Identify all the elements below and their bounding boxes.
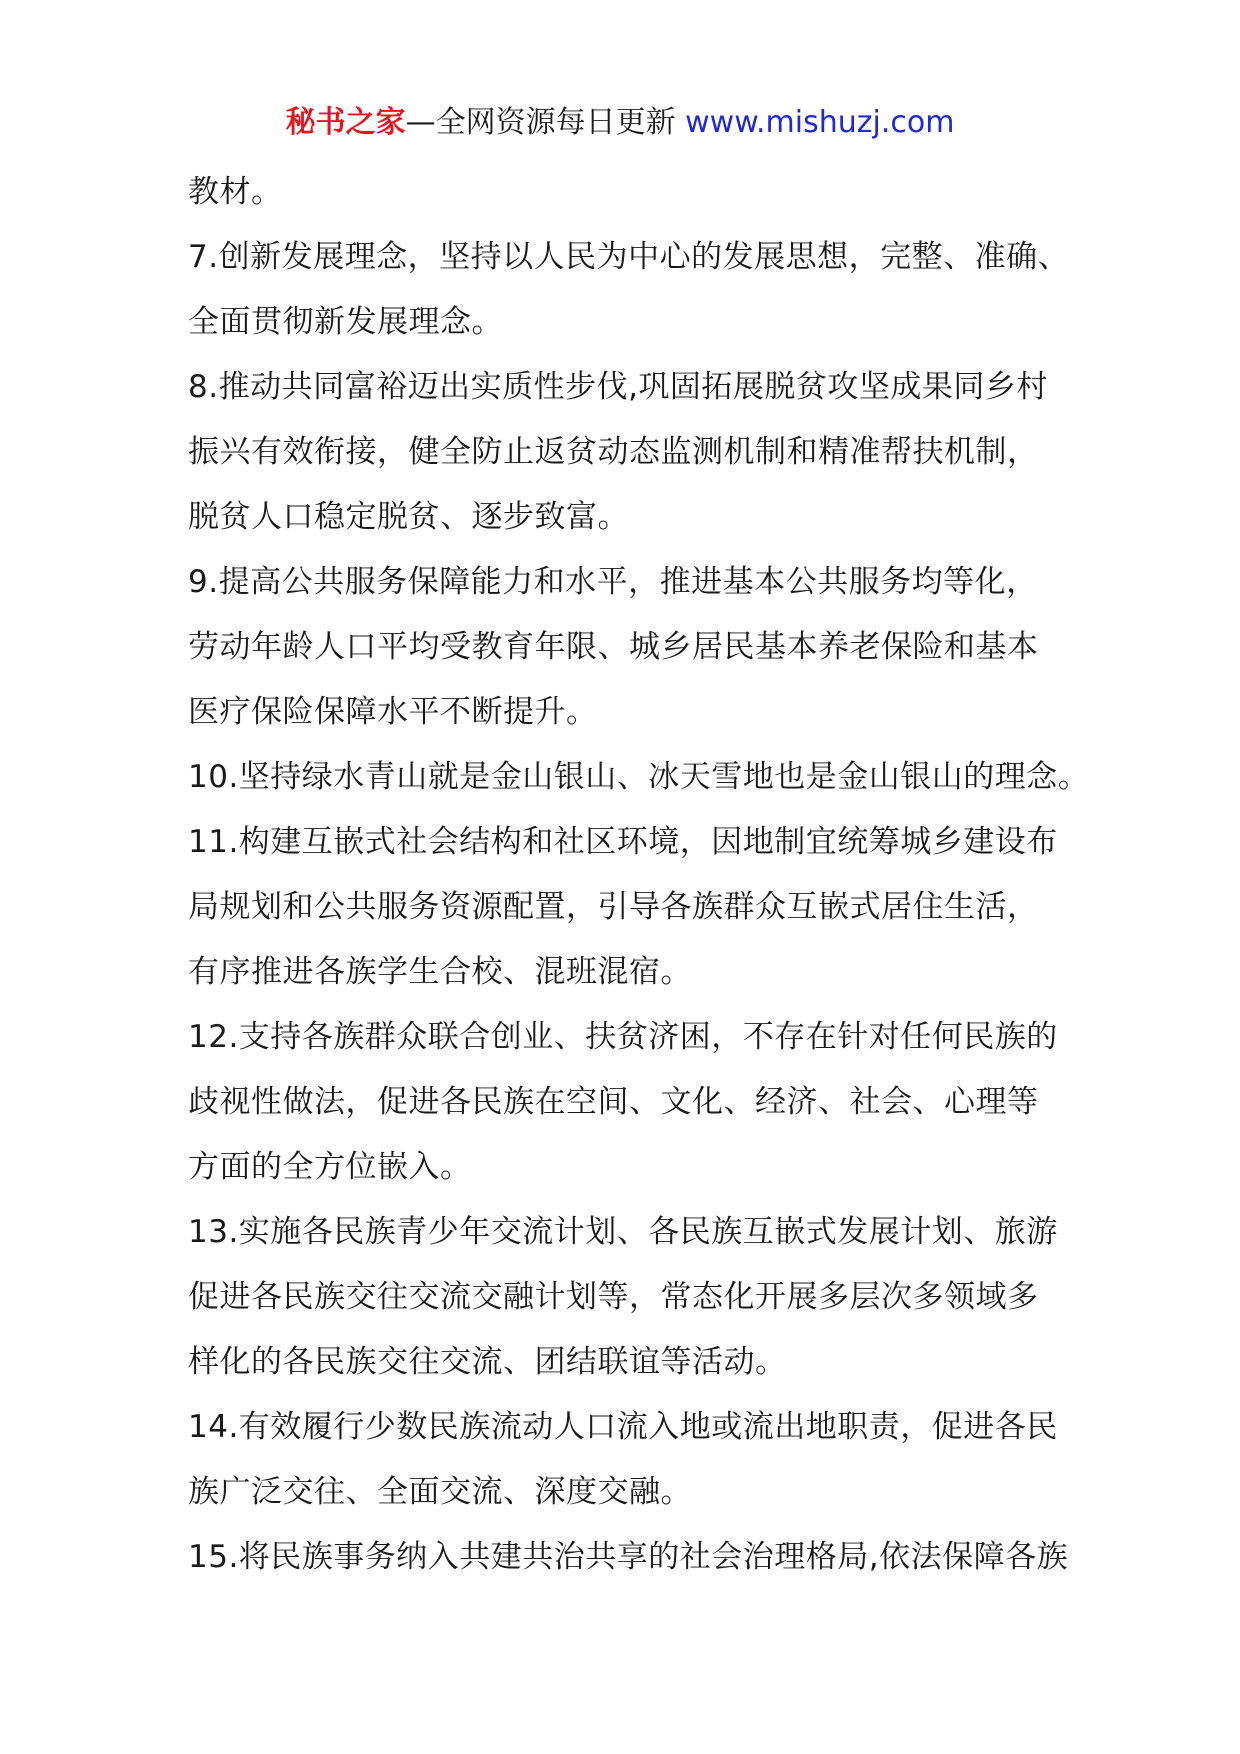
- text-line: 8.推动共同富裕迈出实质性步伐,巩固拓展脱贫攻坚成果同乡村: [188, 369, 1048, 405]
- text-line: 全面贯彻新发展理念。: [188, 304, 503, 340]
- text-line: 样化的各民族交往交流、团结联谊等活动。: [188, 1344, 787, 1380]
- text-line: 15.将民族事务纳入共建共治共享的社会治理格局,依法保障各族: [188, 1539, 1069, 1575]
- text-line: 促进各民族交往交流交融计划等，常态化开展多层次多领域多: [188, 1279, 1039, 1315]
- text-line: 振兴有效衔接，健全防止返贫动态监测机制和精准帮扶机制，: [188, 434, 1039, 470]
- brand-name: 秘书之家: [285, 105, 406, 140]
- document-body: [188, 160, 1088, 1590]
- text-line: 10.坚持绿水青山就是金山银山、冰天雪地也是金山银山的理念。: [188, 759, 1090, 795]
- text-line: 有序推进各族学生合校、混班混宿。: [188, 954, 692, 990]
- text-line: 9.提高公共服务保障能力和水平，推进基本公共服务均等化，: [188, 564, 1038, 600]
- page-header: [0, 100, 1240, 146]
- text-line: 脱贫人口稳定脱贫、逐步致富。: [188, 499, 629, 535]
- text-line: 教材。: [188, 174, 283, 210]
- text-line: 11.构建互嵌式社会结构和社区环境，因地制宜统筹城乡建设布: [188, 824, 1058, 860]
- text-line: 14.有效履行少数民族流动人口流入地或流出地职责，促进各民: [188, 1409, 1058, 1445]
- text-line: 医疗保险保障水平不断提升。: [188, 694, 598, 730]
- text-line: 方面的全方位嵌入。: [188, 1149, 472, 1185]
- text-line: 劳动年龄人口平均受教育年限、城乡居民基本养老保险和基本: [188, 629, 1039, 665]
- text-line: 局规划和公共服务资源配置，引导各族群众互嵌式居住生活，: [188, 889, 1039, 925]
- text-line: 13.实施各民族青少年交流计划、各民族互嵌式发展计划、旅游: [188, 1214, 1058, 1250]
- text-line: 7.创新发展理念，坚持以人民为中心的发展思想，完整、准确、: [188, 239, 1070, 275]
- text-line: 12.支持各族群众联合创业、扶贫济困，不存在针对任何民族的: [188, 1019, 1058, 1055]
- site-url-link[interactable]: www.mishuzj.com: [685, 105, 955, 140]
- header-tagline: —全网资源每日更新: [405, 105, 686, 140]
- text-line: 歧视性做法，促进各民族在空间、文化、经济、社会、心理等: [188, 1084, 1039, 1120]
- text-line: 族广泛交往、全面交流、深度交融。: [188, 1474, 692, 1510]
